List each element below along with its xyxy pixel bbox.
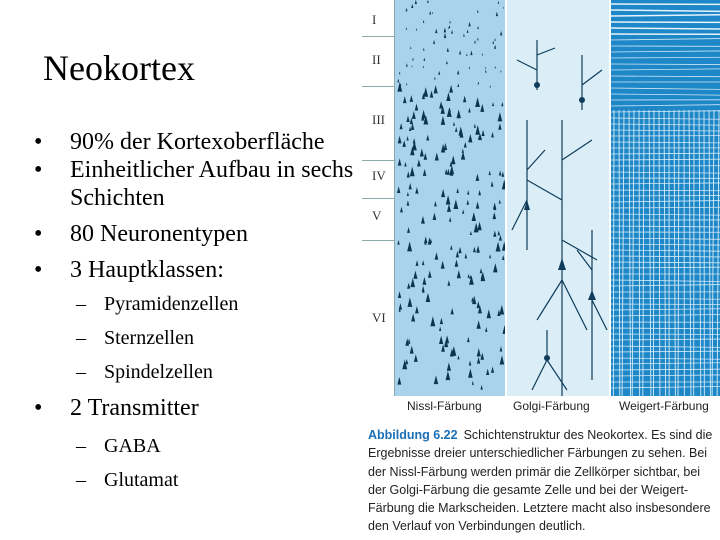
bullet-dot: • [34, 157, 43, 183]
bullet-item: • 3 Hauptklassen: [34, 257, 224, 283]
layer-label: IV [372, 168, 386, 183]
figure-caption [368, 426, 720, 536]
layer-label: VI [372, 310, 386, 325]
bullet-dot: • [34, 395, 43, 421]
layer-scale [362, 0, 395, 396]
golgi-label: Golgi-Färbung [513, 399, 590, 413]
sub-bullet-item: – Pyramidenzellen [76, 293, 239, 315]
weigert-label: Weigert-Färbung [619, 399, 709, 413]
sub-bullet-item: – GABA [76, 435, 161, 457]
layer-label: III [372, 112, 385, 127]
bullet-list [34, 128, 382, 492]
bullet-item: • Einheitlicher Aufbau in sechs Schichten [34, 157, 354, 211]
nissl-stain-image [395, 0, 505, 396]
caption-text: Schichtenstruktur des Neokortex. Es sind die Ergebnisse dreier unterschiedlicher Färbungen zu sehen. Bei der Nissl-Färbung werden primär die Zellkörper sichtbar, bei der Golgi-Färbung die gesamte Zelle und bei der Weigert-Färbung die Markscheiden. Letztere macht also insbesondere den Verlauf von Verbindungen deutlich. [368, 428, 713, 534]
caption-label: Abbildung 6.22 [368, 428, 458, 442]
layer-label: II [372, 52, 381, 67]
sub-bullet-item: – Glutamat [76, 469, 179, 491]
bullet-dot: • [34, 129, 43, 155]
weigert-stain-image [611, 0, 720, 396]
slide-title: Neokortex [43, 48, 195, 88]
layer-label: V [372, 208, 382, 223]
bullet-dot: • [34, 221, 43, 247]
sub-bullet-item: – Spindelzellen [76, 361, 213, 383]
golgi-stain-image [507, 0, 609, 396]
bullet-item: • 2 Transmitter [34, 395, 199, 421]
bullet-item: • 90% der Kortexoberfläche [34, 129, 325, 155]
nissl-label: Nissl-Färbung [407, 399, 482, 413]
bullet-dot: • [34, 257, 43, 283]
bullet-item: • 80 Neuronentypen [34, 221, 248, 247]
sub-bullet-item: – Sternzellen [76, 327, 194, 349]
layer-label: I [372, 12, 377, 27]
